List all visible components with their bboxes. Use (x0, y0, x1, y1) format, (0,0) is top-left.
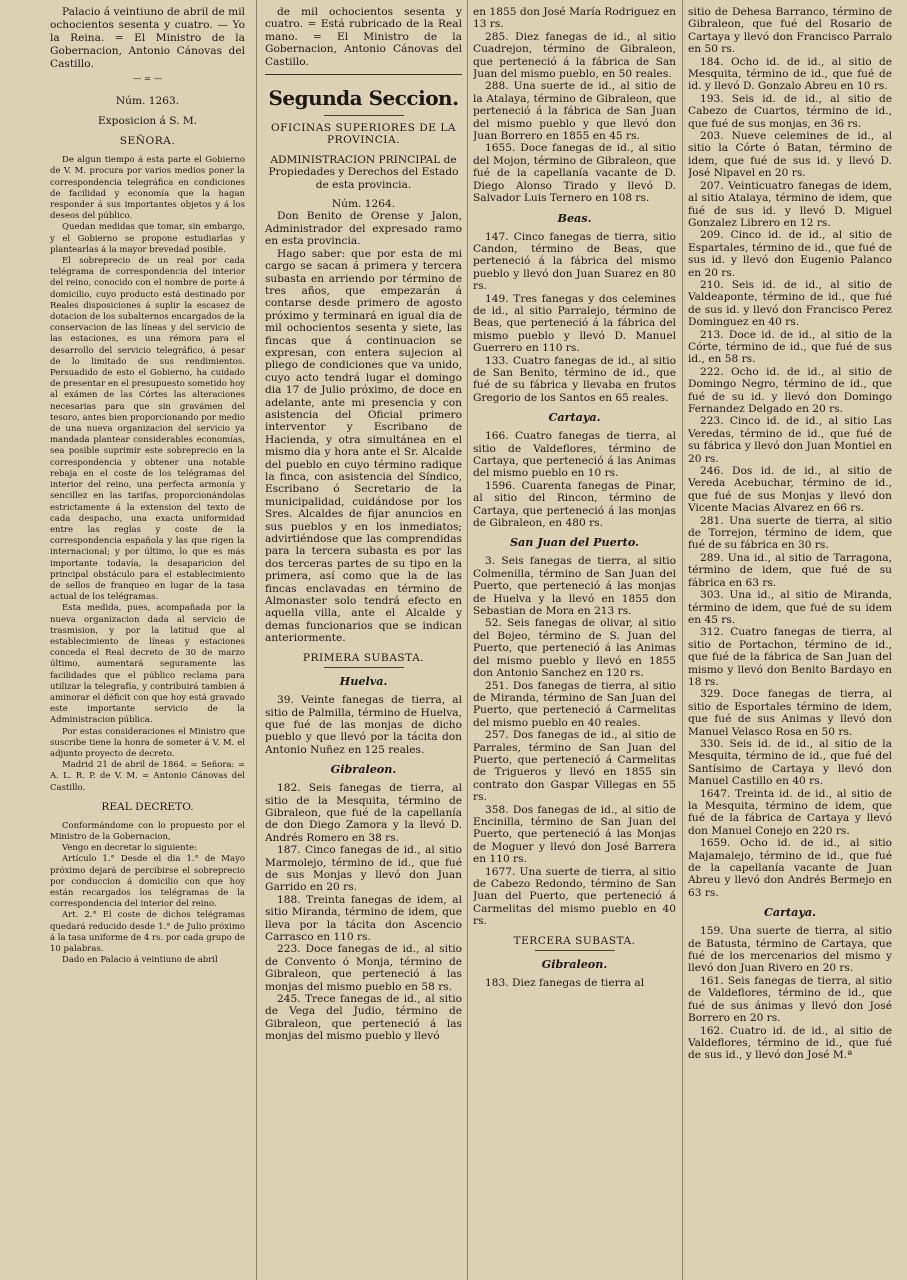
real-decreto-heading: REAL DECRETO. (101, 800, 194, 813)
place-heading: Cartaya. (548, 410, 601, 425)
lot-entry: 188. Treinta fanegas de idem, al sitio Miranda, término de idem, que lleva por la tácita don Ascencio Carrasco en 110 rs. (265, 893, 462, 943)
senora-heading: SEÑORA. (119, 135, 176, 148)
separator: — = — (132, 74, 163, 84)
divider (535, 950, 615, 951)
oficinas-heading: OFICINAS SUPERIORES DE LA PROVINCIA. (270, 122, 457, 147)
paragraph: Quedan medidas que tomar, sin embargo, y el Gobierno se propone estudiarlas y plantearlas á la mayor brevedad posible. (50, 222, 245, 255)
place-heading: Cartaya. (763, 905, 817, 920)
tercera-subasta-heading: TERCERA SUBASTA. (513, 934, 636, 947)
primera-subasta-heading: PRIMERA SUBASTA. (302, 651, 425, 664)
column-rule (256, 0, 257, 1280)
lot-entry: 1596. Cuarenta fanegas de Pinar, al sitio del Rincon, término de Cartaya, que perteneció á las monjas de Gibraleon, en 480 rs. (473, 479, 676, 530)
admin-heading: ADMINISTRACION PRINCIPAL de Propiedades y Derechos del Estado de esta provincia. (268, 153, 459, 191)
lot-entry: 358. Dos fanegas de id., al sitio de Encinilla, término de San Juan del Puerto, que perteneció á las Monjas de Moguer y llevó don José Barrera en 110 rs. (473, 803, 676, 866)
lot-entry: 159. Una suerte de tierra, al sitio de Batusta, término de Cartaya, que fué de los mercenarios del mismo y llevó don Juan Rivero en 20 rs. (688, 925, 892, 975)
column-rule (467, 0, 468, 1280)
lot-entry: 209. Cinco id. de id., al sitio de Espartales, término de id., que fué de sus id. y llevó don Eugenio Palanco en 20 rs. (688, 229, 892, 279)
lot-entry: 223. Doce fanegas de id., al sitio de Convento ó Monja, término de Gibraleon, que perteneció á las monjas del mismo pueblo en 58 rs. (265, 943, 462, 993)
place-heading: Gibraleon. (541, 957, 608, 972)
lot-entry: 330. Seis id. de id., al sitio de la Mesquita, término de id., que fué del Santísimo de Cartaya y llevó don Manuel Castillo en 40 rs. (688, 737, 892, 788)
lot-entry: 303. Una id., al sitio de Miranda, término de idem, que fué de su idem en 45 rs. (688, 589, 892, 626)
lot-entry: 207. Veinticuatro fanegas de idem, al sitio Atalaya, término de idem, que fué de sus id. y llevó D. Miguel Gonzalez Librero en 12 rs. (688, 179, 892, 229)
paragraph: Hago saber: que por esta de mi cargo se sacan á primera y tercera subasta en arriendo por término de tres años, que empezarán á contarse desde primero de agosto próximo y terminará en igual dia de mil ochocientos sesenta y siete, las fincas que á continuacion se expresan, con entera sujecion al pliego de condiciones que va unido, cuyo acto tendrá lugar el domingo dia 17 de Julio próximo, de doce en adelante, ante mi presencia y con asistencia del Oficial primero interventor y Escribano de Hacienda, y otra simultánea en el mismo dia y hora ante el Sr. Alcalde del pueblo en cuyo término radique la finca, con asistencia del Síndico, Escribano ó Secretario de la municipalidad, cuidándose por los Sres. Alcaldes de fijar anuncios en sus pueblos y en los inmediatos; advirtiéndose que las comprendidas para la tercera subasta es por las dos terceras partes de su tipo en la primera, así como que la de las fincas enclavadas en término de Almonaster solo tendrá efecto en aquella villa, ante el Alcalde y demas funcionarios que se indican anteriormente. (265, 247, 462, 645)
lot-entry: 149. Tres fanegas y dos celemines de id., al sitio Parralejo, término de Beas, que perteneció á la fábrica del mismo pueblo y llevó D. Manuel Guerrero en 110 rs. (473, 292, 676, 355)
column-3 (473, 6, 676, 989)
paragraph: El sobreprecio de un real por cada telégrama de correspondencia del interior del reino, conocido con el nombre de porte á domicilio, cuyo producto está destinado por Reales disposiciones á suplir la escasez de dotacion de los subalternos encargados de la conservacion de las líneas y del servicio de las estaciones, es una rémora para el desarrollo del servicio telegráfico, á pesar de lo limitado de sus rendimientos. Persuadido de esto el Gobierno, ha cuidado de presentar en el presupuesto sometido hoy al exámen de las Córtes las alteraciones necesarias para que sin gravámen del tesoro, antes bien proporcionando por medio de una nueva organizacion del servicio ya mandada plantear considerables economías, sea posible suprimir este sobreprecio en la correspondencia y obtener una notable rebaja en el coste de los telégramas del interior del reino, una perfecta armonía y sencillez en las tarifas, proporcionándolas estrictamente á la extension del texto de cada despacho, una exacta uniformidad entre las reglas y coste de la correspondencia española y las que rigen la internacional; y por último, lo que es más importante todavía, la desaparicion del principal obstáculo para el establecimiento de sellos de franqueo en lugar de la tasa actual de los telégramas. (50, 256, 245, 603)
lot-entry: 245. Trece fanegas de id., al sitio de Vega del Judio, término de Gibraleon, que perteneció á las monjas del mismo pueblo y llevó (265, 993, 462, 1043)
lot-entry: 288. Una suerte de id., al sitio de la Atalaya, término de Gibraleon, que perteneció á la fábrica de San Juan del mismo pueblo y que llevó don Juan Borrero en 1855 en 45 rs. (473, 80, 676, 143)
place-heading: Beas. (557, 210, 592, 225)
lot-entry: 329. Doce fanegas de tierra, al sitio de Esportales término de idem, que fué de sus Animas y llevó don Manuel Velasco Rosa en 50 rs. (688, 688, 892, 738)
lot-entry: 1659. Ocho id. de id., al sitio Majamalejo, término de id., que fué de la capellanía vacante de Juan Abreu y llevó don Andrés Bermejo en 63 rs. (688, 837, 892, 899)
lot-entry: 251. Dos fanegas de tierra, al sitio de Miranda, término de San Juan del Puerto, que perteneció á Carmelitas del mismo pueblo en 40 reales. (473, 679, 676, 729)
lot-entry: 222. Ocho id. de id., al sitio de Domingo Negro, término de id., que fué de su id. y llevó don Domingo Fernandez Delgado en 20 rs. (688, 365, 892, 415)
lot-entry: 1647. Treinta id. de id., al sitio de la Mesquita, término de idem, que fué de la fábrica de Cartaya y llevó don Manuel Conejo en 220 rs. (688, 787, 892, 837)
divider (265, 74, 462, 75)
lot-entry: 187. Cinco fanegas de id., al sitio Marmolejo, término de id., que fué de sus Monjas y llevó don Juan Garrido en 20 rs. (265, 844, 462, 894)
paragraph: Artículo 1.° Desde el dia 1.° de Mayo próximo dejará de percibirse el sobreprecio por conduccion á domicilio con que hoy están recargados los telégramas de la correspondencia del interior del reino. (50, 854, 245, 910)
lot-entry: 281. Una suerte de tierra, al sitio de Torrejon, término de idem, que fué de su fábrica en 30 rs. (688, 514, 892, 552)
divider (324, 667, 404, 668)
lot-entry: 133. Cuatro fanegas de id., al sitio de San Benito, término de id., que fué de su fábrica y llevaba en frutos Gregorio de los Santos en 65 reales. (473, 354, 676, 404)
continued-text: sitio de Dehesa Barranco, término de Gibraleon, que fué del Rosario de Cartaya y llevó don Francisco Parralo en 50 rs. (688, 6, 892, 56)
lot-entry: 52. Seis fanegas de olivar, al sitio del Bojeo, término de S. Juan del Puerto, que perteneció á las Animas del mismo pueblo y llevó en 1855 don Antonio Sanchez en 120 rs. (473, 617, 676, 680)
number-heading: Núm. 1263. (115, 95, 180, 108)
lot-entry: 257. Dos fanegas de id., al sitio de Parrales, término de San Juan del Puerto, que perteneció á Carmelitas de Trigueros y llevó en 1855 sin contrato don Gaspar Villegas en 55 rs. (473, 729, 676, 804)
lot-entry: 210. Seis id. de id., al sitio de Valdeaponte, término de id., que fué de sus id. y llevó don Francisco Perez Dominguez en 40 rs. (688, 278, 892, 329)
paragraph: Dado en Palacio á veintiuno de abril (62, 955, 218, 966)
place-heading: San Juan del Puerto. (509, 535, 640, 550)
paragraph: Vengo en decretar lo siguiente: (62, 843, 197, 854)
lot-entry: 39. Veinte fanegas de tierra, al sitio de Palmilla, término de Huelva, que fué de las monjas de dicho pueblo y que llevó por la tácita don Antonio Nuñez en 125 reales. (265, 694, 462, 756)
intro-text: Palacio á veintiuno de abril de mil ochocientos sesenta y cuatro. — Yo la Reina. = El Ministro de la Gobernacion, Antonio Cánovas del Castillo. (50, 6, 245, 70)
paragraph: De algun tiempo á esta parte el Gobierno de V. M. procura por varios medios poner la correspondencia telegráfica en condiciones de facilidad y economía que la hagan responder á sus importantes objetos y á los deseos del público. (50, 155, 245, 222)
lot-entry: 289. Una id., al sitio de Tarragona, término de idem, que fué de su fábrica en 63 rs. (688, 551, 892, 589)
lot-entry: 162. Cuatro id. de id., al sitio de Valdeflores, término de id., que fué de sus id., y llevó don José M.ª (688, 1024, 892, 1062)
lot-entry: 312. Cuatro fanegas de tierra, al sitio de Portachon, término de id., que fué de la fábrica de San Juan del mismo y llevó don Benito Bardayo en 18 rs. (688, 626, 892, 688)
column-4 (688, 6, 892, 1062)
lot-entry: 223. Cinco id. de id., al sitio Las Veredas, término de id., que fué de su fábrica y llevó don Juan Montiel en 20 rs. (688, 415, 892, 465)
lot-entry: 184. Ocho id. de id., al sitio de Mesquita, término de id., que fué de id. y llevó D. Gonzalo Abreu en 10 rs. (688, 55, 892, 93)
number-heading: Núm. 1264. (331, 198, 396, 211)
continued-text: en 1855 don José María Rodriguez en 13 rs. (473, 6, 676, 31)
column-rule (682, 0, 683, 1280)
lot-entry: 1655. Doce fanegas de id., al sitio del Mojon, término de Gibraleon, que fué de la capellanía vacante de D. Diego Alonso Tirado y llevó D. Salvador Luis Ternero en 108 rs. (473, 142, 676, 205)
paragraph: Madrid 21 de abril de 1864. = Señora: = A. L. R. P. de V. M. = Antonio Cánovas del Castillo. (50, 760, 245, 793)
lot-entry: 285. Diez fanegas de id., al sitio Cuadrejon, término de Gibraleon, que perteneció á la fábrica de San Juan del mismo pueblo, en 50 reales. (473, 30, 676, 81)
place-heading: Gibraleon. (330, 762, 397, 777)
lot-entry: 193. Seis id. de id., al sitio de Cabezo de Cuartos, término de id., que fué de sus monjas, en 36 rs. (688, 92, 892, 130)
place-heading: Huelva. (339, 674, 388, 689)
continued-text: de mil ochocientos sesenta y cuatro. = Está rubricado de la Real mano. = El Ministro de la Gobernacion, Antonio Cánovas del Castillo. (265, 6, 462, 68)
divider (324, 115, 404, 116)
paragraph: Conformándome con lo propuesto por el Ministro de la Gobernacion, (50, 820, 245, 842)
exposicion-heading: Exposicion á S. M. (97, 115, 198, 128)
section-title: Segunda Seccion. (268, 86, 459, 111)
column-1 (50, 6, 245, 966)
lot-entry: 161. Seis fanegas de tierra, al sitio de Valdeflores, término de id., que fué de sus ánimas y llevó don José Borrero en 20 rs. (688, 974, 892, 1025)
paragraph: Art. 2.° El coste de dichos telégramas quedará reducido desde 1.° de Julio próximo á la tasa uniforme de 4 rs. por cada grupo de 10 palabras. (50, 910, 245, 955)
paragraph: Don Benito de Orense y Jalon, Administrador del expresado ramo en esta provincia. (265, 210, 462, 248)
lot-entry: 246. Dos id. de id., al sitio de Vereda Acebuchar, término de id., que fué de sus Monjas y llevó don Vicente Macias Alvarez en 66 rs. (688, 465, 892, 515)
lot-entry: 3. Seis fanegas de tierra, al sitio Colmenilla, término de San Juan del Puerto, que perteneció á las monjas de Huelva y la llevó en 1855 don Sebastian de Mora en 213 rs. (473, 555, 676, 618)
paragraph: Por estas consideraciones el Ministro que suscribe tiene la honra de someter á V. M. el adjunto proyecto de decreto. (50, 726, 245, 759)
lot-entry: 203. Nueve celemines de id., al sitio la Córte ó Batan, término de idem, que fué de sus id. y llevó D. José Nipavel en 20 rs. (688, 130, 892, 180)
lot-entry: 166. Cuatro fanegas de tierra, al sitio de Valdeflores, término de Cartaya, que perteneció á las Animas del mismo pueblo en 10 rs. (473, 430, 676, 480)
lot-entry: 182. Seis fanegas de tierra, al sitio de la Mesquita, término de Gibraleon, que fué de la capellanía de don Diego Zamora y la llevó D. Andrés Romero en 38 rs. (265, 782, 462, 844)
lot-entry: 147. Cinco fanegas de tierra, sitio Candon, término de Beas, que perteneció á la fábrica del mismo pueblo y llevó don Juan Suarez en 80 rs. (473, 230, 676, 293)
lot-entry: 1677. Una suerte de tierra, al sitio de Cabezo Redondo, término de San Juan del Puerto, que perteneció á Carmelitas del mismo pueblo en 40 rs. (473, 865, 676, 928)
column-2 (265, 6, 462, 1043)
paragraph: Esta medida, pues, acompañada por la nueva organizacion dada al servicio de trasmision, y por la latitud que al establecimiento de líneas y estaciones conceda el Real decreto de 30 de marzo último, aumentará seguramente las facilidades que el público reclama para utilizar la telegrafía, y contribuirá tambien á aminorar el déficit con que hoy está gravado este importante servicio de la Administracion pública. (50, 603, 245, 726)
lot-entry: 183. Diez fanegas de tierra al (485, 977, 645, 990)
lot-entry: 213. Doce id. de id., al sitio de la Córte, término de id., que fué de sus id., en 58 rs. (688, 328, 892, 366)
